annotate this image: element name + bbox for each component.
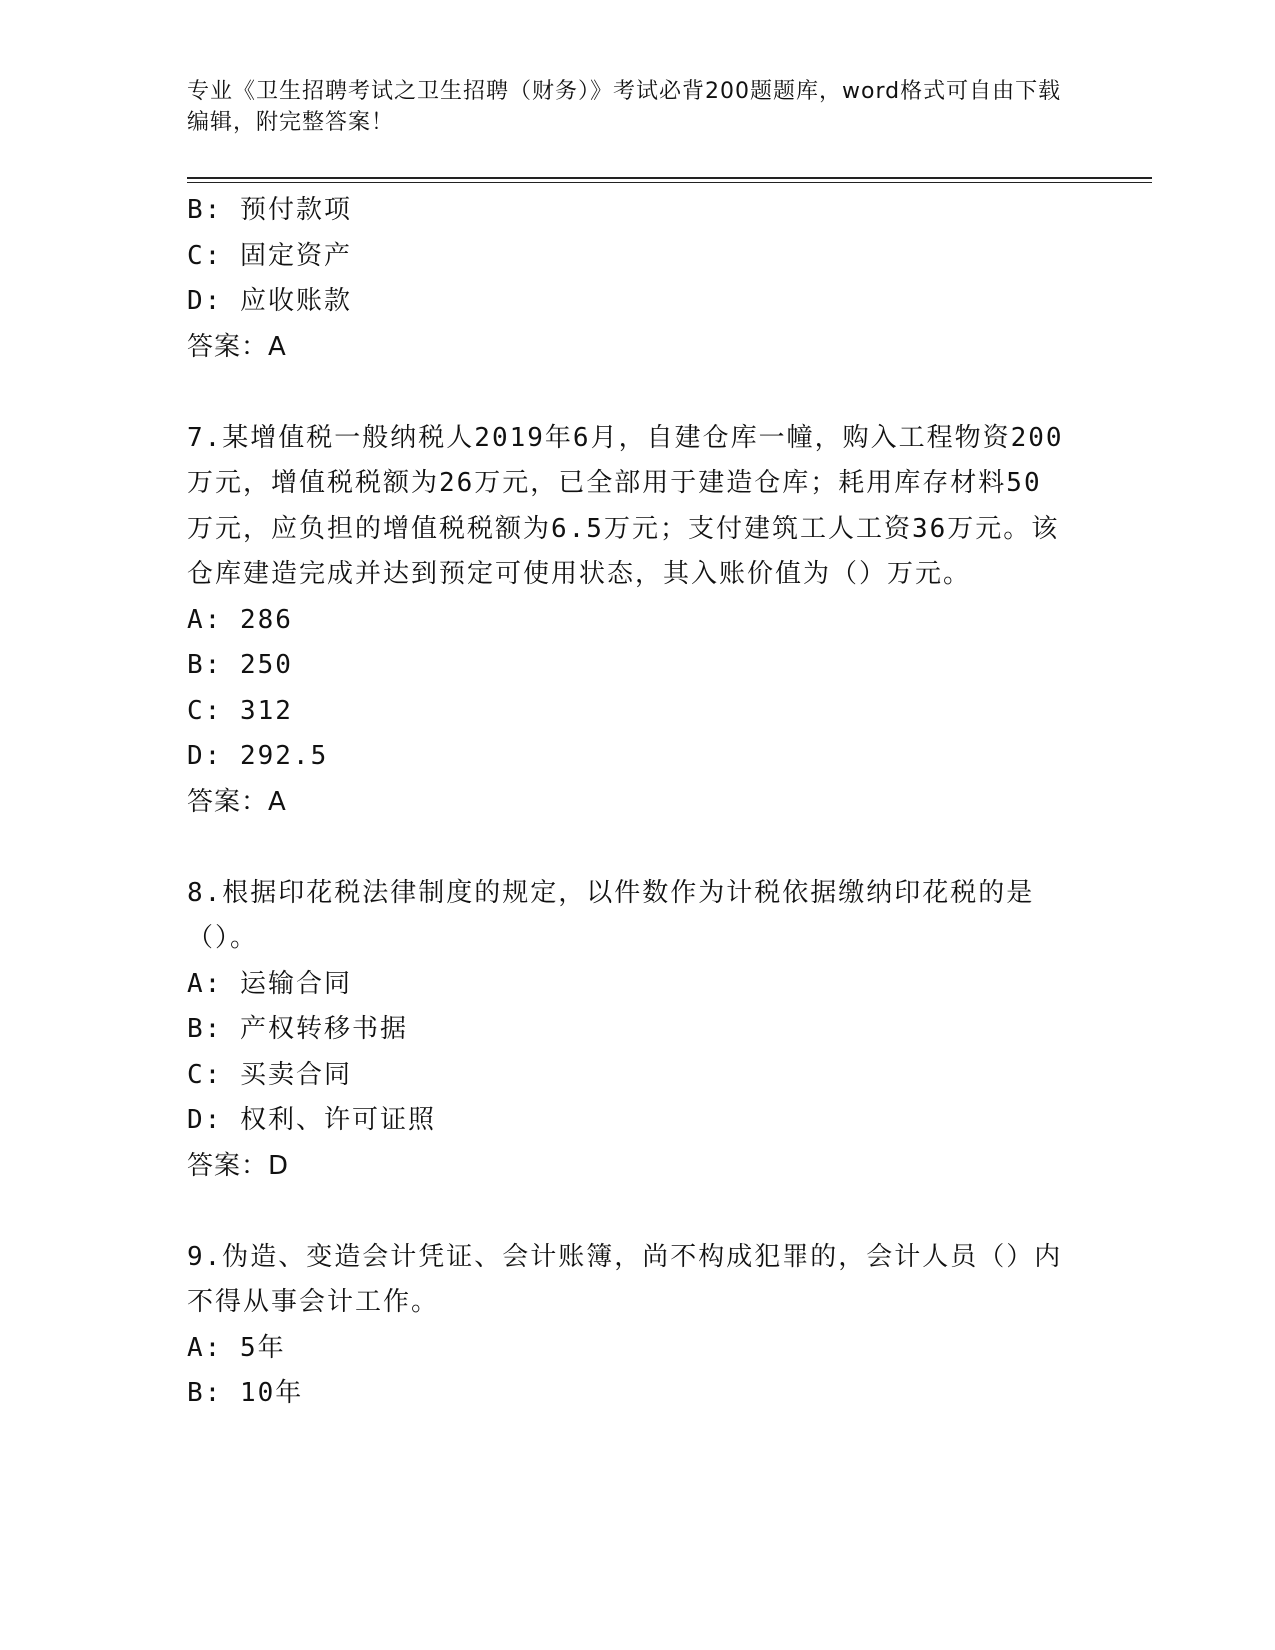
document-content: [187, 188, 1067, 1417]
option-a: A: 286: [187, 604, 293, 635]
spacer: [187, 1189, 1067, 1235]
question-text: 7.某增值税一般纳税人2019年6月，自建仓库一幢，购入工程物资200万元，增值税税额为26万元，已全部用于建造仓库；耗用库存材料50万元，应负担的增值税税额为6.5万元；支付建筑工人工资36万元。该仓库建造完成并达到预定可使用状态，其入账价值为（）万元。: [187, 422, 1064, 589]
page-header: 专业《卫生招聘考试之卫生招聘（财务）》考试必背200题题库，word格式可自由下载编辑，附完整答案！: [187, 79, 1062, 135]
spacer: [187, 825, 1067, 871]
option-b: B: 产权转移书据: [187, 1014, 408, 1044]
option-b: B: 250: [187, 650, 293, 680]
option-d: D: 权利、许可证照: [187, 1105, 436, 1135]
spacer: [187, 370, 1067, 416]
option-a: A: 运输合同: [187, 968, 352, 999]
option-c: C: 买卖合同: [187, 1059, 352, 1090]
option-a: A: 5年: [187, 1332, 286, 1363]
option-c: C: 固定资产: [187, 240, 352, 271]
question-7: [187, 416, 1067, 826]
option-c: C: 312: [187, 695, 293, 726]
option-b: B: 10年: [187, 1378, 304, 1408]
answer: 答案：A: [187, 786, 287, 817]
question-text: 9.伪造、变造会计凭证、会计账簿，尚不构成犯罪的，会计人员（）内不得从事会计工作。: [187, 1241, 1063, 1317]
answer: 答案：A: [187, 331, 287, 362]
header-rule-thick: [187, 177, 1152, 179]
question-9: [187, 1235, 1067, 1417]
header-rule-thin: [187, 182, 1152, 183]
answer: 答案：D: [187, 1150, 290, 1181]
question-8: [187, 871, 1067, 1190]
option-d: D: 应收账款: [187, 286, 352, 316]
option-d: D: 292.5: [187, 741, 329, 771]
question-6-tail: [187, 188, 1067, 370]
question-text: 8.根据印花税法律制度的规定，以件数作为计税依据缴纳印花税的是（）。: [187, 877, 1035, 953]
option-b: B: 预付款项: [187, 195, 352, 225]
